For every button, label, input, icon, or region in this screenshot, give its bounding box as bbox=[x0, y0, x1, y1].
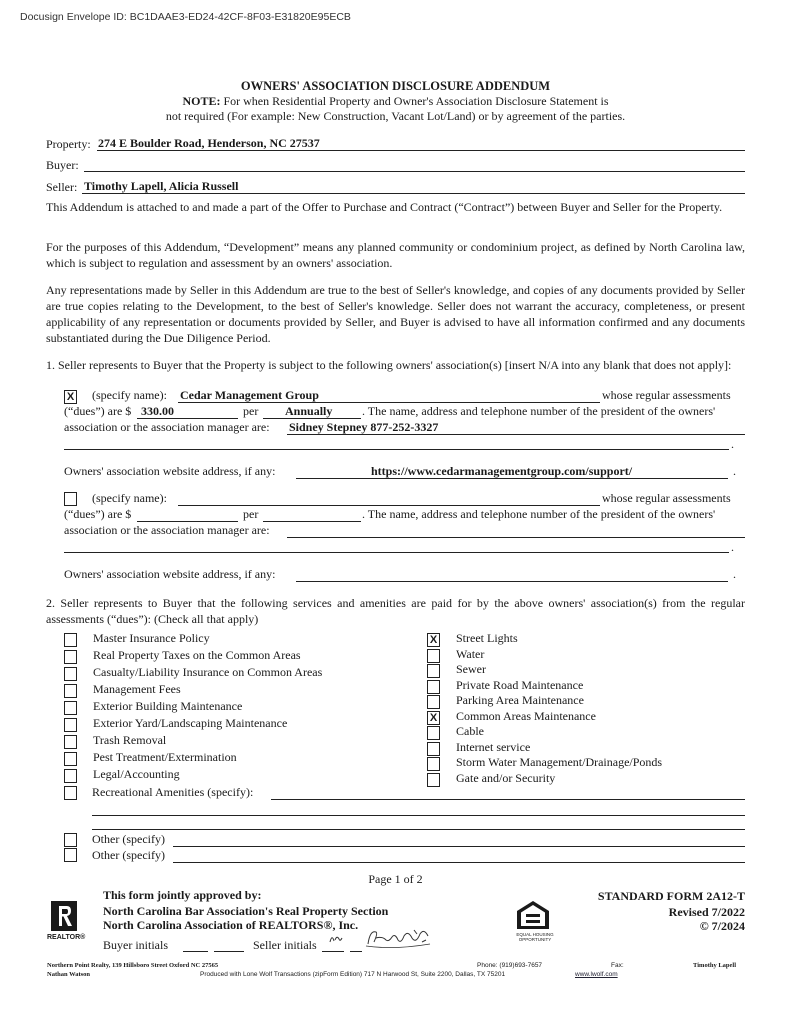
footer-realtors-association: North Carolina Association of REALTORS®, Inc. bbox=[103, 918, 359, 932]
assoc1-checkbox[interactable]: X bbox=[64, 390, 77, 404]
assoc1-period-mark: . bbox=[731, 437, 734, 451]
assoc2-per-label: per bbox=[243, 507, 259, 521]
paragraph-representations: Any representations made by Seller in this Addendum are true to the best of Seller's knowledge, and copies of any documents provided by Seller are true copies relating to the Development, to the best of Seller's knowledge. Seller does not warrant the accuracy, completeness, or present applicability of any representation or documents provided by Seller, and Buyer is advised to have all information confirmed and any documents substantiated during the Due Diligence Period. bbox=[46, 283, 745, 345]
other1-checkbox[interactable] bbox=[64, 833, 77, 847]
assoc1-dues-label: (“dues”) are $ bbox=[64, 404, 132, 418]
amenity-right-label-4: Parking Area Maintenance bbox=[456, 693, 584, 707]
section-1-text: 1. Seller represents to Buyer that the Property is subject to the following owners' association(s) [insert N/A into any blank that does not apply]: bbox=[46, 358, 732, 372]
amenity-left-checkbox-7[interactable] bbox=[64, 752, 77, 766]
brokerage-info: Northern Point Realty, 139 Hillsboro Street Oxford NC 27565 bbox=[47, 962, 219, 969]
recreational-label: Recreational Amenities (specify): bbox=[92, 785, 254, 799]
buyer-initials-label: Buyer initials bbox=[103, 938, 168, 952]
note-text-2: not required (For example: New Construction, Vacant Lot/Land) or by agreement of the parties. bbox=[165, 109, 626, 123]
assoc2-website-label: Owners' association website address, if any: bbox=[64, 567, 276, 581]
amenity-right-checkbox-3[interactable] bbox=[427, 680, 440, 694]
amenity-right-label-7: Internet service bbox=[456, 739, 531, 754]
assoc2-whose-label: whose regular assessments bbox=[602, 491, 731, 505]
amenity-right-label-1: Water bbox=[456, 646, 485, 661]
other1-label: Other (specify) bbox=[92, 832, 165, 846]
assoc2-website-period: . bbox=[733, 567, 736, 581]
fax-info: Fax: bbox=[611, 962, 624, 969]
assoc1-period-field[interactable]: Annually bbox=[285, 404, 333, 418]
assoc1-website-period: . bbox=[733, 464, 736, 478]
footer-bar-association: North Carolina Bar Association's Real Property Section bbox=[103, 904, 389, 918]
amenity-right-checkbox-6[interactable] bbox=[427, 726, 440, 740]
amenity-right-label-0: Street Lights bbox=[456, 631, 518, 645]
amenity-right-checkbox-8[interactable] bbox=[427, 757, 440, 771]
note-text-1: For when Residential Property and Owner's Association Disclosure Statement is bbox=[223, 94, 609, 108]
assoc1-dues-field[interactable]: 330.00 bbox=[141, 404, 174, 418]
seller-initials-label: Seller initials bbox=[253, 938, 317, 952]
seller-initial-signature-1[interactable] bbox=[327, 930, 347, 948]
other2-label: Other (specify) bbox=[92, 848, 165, 862]
amenity-left-checkbox-2[interactable] bbox=[64, 667, 77, 681]
equal-housing-icon bbox=[515, 899, 551, 931]
note-label: NOTE: bbox=[182, 94, 221, 108]
amenity-right-label-3: Private Road Maintenance bbox=[456, 677, 584, 692]
assoc1-website-label: Owners' association website address, if any: bbox=[64, 464, 276, 478]
assoc2-dues-label: (“dues”) are $ bbox=[64, 507, 132, 521]
assoc2-period-mark: . bbox=[731, 540, 734, 554]
page-title: OWNERS' ASSOCIATION DISCLOSURE ADDENDUM bbox=[240, 79, 551, 93]
amenity-left-label-4: Exterior Building Maintenance bbox=[93, 699, 243, 713]
amenity-left-label-1: Real Property Taxes on the Common Areas bbox=[93, 648, 301, 662]
document-owner: Timothy Lapell bbox=[693, 962, 737, 969]
amenity-left-checkbox-5[interactable] bbox=[64, 718, 77, 732]
amenity-left-checkbox-3[interactable] bbox=[64, 684, 77, 698]
other2-checkbox[interactable] bbox=[64, 848, 77, 862]
amenity-right-checkbox-9[interactable] bbox=[427, 773, 440, 787]
paragraph-attached: This Addendum is attached to and made a part of the Offer to Purchase and Contract (“Contract”) between Buyer and Seller for the Property. bbox=[46, 200, 723, 214]
envelope-id: Docusign Envelope ID: BC1DAAE3-ED24-42CF-8F03-E31820E95ECB bbox=[20, 11, 351, 23]
recreational-checkbox[interactable] bbox=[64, 786, 77, 800]
amenity-left-label-0: Master Insurance Policy bbox=[93, 631, 210, 645]
assoc1-whose-label: whose regular assessments bbox=[602, 388, 731, 402]
agent-name: Nathan Watson bbox=[47, 971, 91, 978]
assoc1-specify-label: (specify name): bbox=[92, 388, 167, 402]
assoc1-president-text: . The name, address and telephone number of the president of the owners' bbox=[362, 404, 716, 418]
amenity-left-checkbox-8[interactable] bbox=[64, 769, 77, 783]
amenity-left-checkbox-0[interactable] bbox=[64, 633, 77, 647]
amenity-right-label-8: Storm Water Management/Drainage/Ponds bbox=[456, 755, 663, 769]
realtor-logo-icon bbox=[51, 901, 77, 931]
footer-approved: This form jointly approved by: bbox=[103, 888, 262, 902]
produced-by: Produced with Lone Wolf Transactions (zipForm Edition) 717 N Harwood St, Suite 2200, Dallas, TX 75201 bbox=[200, 971, 506, 978]
amenity-right-label-6: Cable bbox=[456, 724, 484, 738]
amenity-right-label-9: Gate and/or Security bbox=[456, 770, 556, 785]
amenity-left-checkbox-1[interactable] bbox=[64, 650, 77, 664]
seller-initial-signature-2[interactable] bbox=[364, 926, 434, 950]
assoc1-manager-label: association or the association manager are: bbox=[64, 420, 270, 434]
amenity-right-checkbox-1[interactable] bbox=[427, 649, 440, 663]
amenity-right-checkbox-5[interactable]: X bbox=[427, 711, 440, 725]
amenity-right-checkbox-7[interactable] bbox=[427, 742, 440, 756]
lwolf-link[interactable]: www.lwolf.com bbox=[575, 971, 618, 978]
seller-field[interactable]: Timothy Lapell, Alicia Russell bbox=[84, 179, 239, 193]
paragraph-development: For the purposes of this Addendum, “Development” means any planned community or condominium project, as defined by North Carolina law, which is subject to regulation and assessment by an owners' association. bbox=[46, 240, 745, 270]
assoc1-name-field[interactable]: Cedar Management Group bbox=[180, 388, 319, 402]
realtor-logo-text: REALTOR® bbox=[47, 934, 86, 941]
assoc1-per-label: per bbox=[243, 404, 259, 418]
buyer-label: Buyer: bbox=[46, 158, 79, 172]
amenity-left-label-3: Management Fees bbox=[93, 682, 181, 696]
amenity-right-checkbox-4[interactable] bbox=[427, 695, 440, 709]
amenity-left-label-2: Casualty/Liability Insurance on Common Areas bbox=[93, 665, 323, 679]
amenity-left-label-8: Legal/Accounting bbox=[93, 767, 180, 781]
section-2-text: 2. Seller represents to Buyer that the following services and amenities are paid for by the above owners' association(s) from the regular assessments (“dues”): (Check all that apply) bbox=[46, 596, 745, 626]
standard-form: STANDARD FORM 2A12-T bbox=[597, 889, 745, 903]
assoc2-manager-label: association or the association manager are: bbox=[64, 523, 270, 537]
amenity-left-label-5: Exterior Yard/Landscaping Maintenance bbox=[93, 716, 288, 730]
amenity-left-checkbox-4[interactable] bbox=[64, 701, 77, 715]
seller-label: Seller: bbox=[46, 180, 78, 194]
assoc1-website-field[interactable]: https://www.cedarmanagementgroup.com/support/ bbox=[371, 464, 633, 478]
phone-info: Phone: (919)693-7657 bbox=[477, 962, 543, 969]
property-field[interactable]: 274 E Boulder Road, Henderson, NC 27537 bbox=[98, 136, 320, 150]
property-label: Property: bbox=[46, 137, 91, 151]
amenity-left-label-6: Trash Removal bbox=[93, 733, 167, 747]
page-number: Page 1 of 2 bbox=[368, 872, 423, 886]
assoc2-specify-label: (specify name): bbox=[92, 491, 167, 505]
assoc1-manager-field[interactable]: Sidney Stepney 877-252-3327 bbox=[289, 420, 439, 434]
assoc2-president-text: . The name, address and telephone number of the president of the owners' bbox=[362, 507, 716, 521]
amenity-right-label-2: Sewer bbox=[456, 662, 486, 676]
amenity-left-label-7: Pest Treatment/Extermination bbox=[93, 750, 237, 764]
amenity-right-checkbox-0[interactable]: X bbox=[427, 633, 440, 647]
assoc2-checkbox[interactable] bbox=[64, 492, 77, 506]
note-line-1 bbox=[0, 93, 791, 109]
amenity-right-checkbox-2[interactable] bbox=[427, 664, 440, 678]
amenity-left-checkbox-6[interactable] bbox=[64, 735, 77, 749]
copyright: © 7/2024 bbox=[699, 919, 745, 933]
revised-date: Revised 7/2022 bbox=[668, 905, 745, 919]
amenity-right-label-5: Common Areas Maintenance bbox=[456, 708, 596, 723]
equal-housing-text: EQUAL HOUSING OPPORTUNITY bbox=[516, 932, 554, 942]
